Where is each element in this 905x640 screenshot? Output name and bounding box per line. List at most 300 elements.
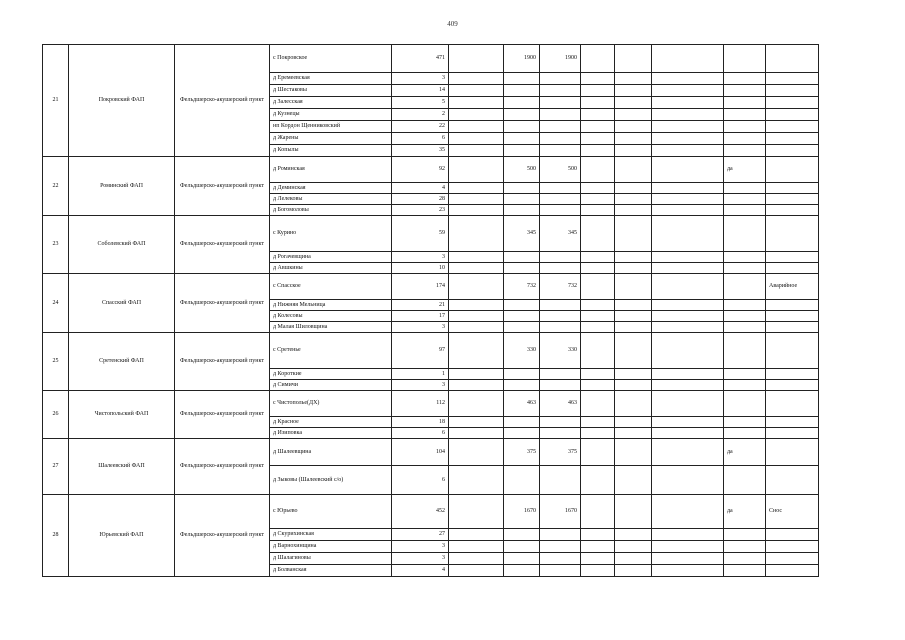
cell-c7	[504, 183, 540, 194]
cell-c11	[652, 466, 724, 495]
cell-c8	[540, 205, 581, 216]
cell-c8	[540, 121, 581, 133]
cell-c9	[581, 274, 615, 300]
cell-c11	[652, 73, 724, 85]
cell-c12	[724, 205, 766, 216]
cell-c8	[540, 553, 581, 565]
cell-c13	[766, 541, 819, 553]
population-value: 112	[392, 391, 449, 417]
cell-c11	[652, 145, 724, 157]
settlement-name: д Жарены	[270, 133, 392, 145]
cell-c7	[504, 311, 540, 322]
cell-c9	[581, 529, 615, 541]
settlement-name: с Сретенье	[270, 333, 392, 369]
table-row	[43, 333, 819, 369]
settlement-name: д Варнохинщина	[270, 541, 392, 553]
cell-c11	[652, 439, 724, 466]
cell-c8	[540, 466, 581, 495]
cell-c12	[724, 322, 766, 333]
cell-c8	[540, 194, 581, 205]
cell-c13	[766, 194, 819, 205]
settlement-name: с Спасское	[270, 274, 392, 300]
cell-c6	[449, 205, 504, 216]
cell-c12	[724, 145, 766, 157]
cell-c9	[581, 369, 615, 380]
cell-c8	[540, 417, 581, 428]
cell-c13	[766, 529, 819, 541]
cell-c6	[449, 311, 504, 322]
settlement-name: д Еремеевская	[270, 73, 392, 85]
cell-c9	[581, 216, 615, 252]
cell-c9	[581, 541, 615, 553]
cell-c11	[652, 417, 724, 428]
cell-c9	[581, 194, 615, 205]
cell-c6	[449, 380, 504, 391]
cell-c10	[615, 380, 652, 391]
settlement-name: д Авшкины	[270, 263, 392, 274]
cell-c12	[724, 216, 766, 252]
cell-c12	[724, 466, 766, 495]
cell-c7: 375	[504, 439, 540, 466]
facility-type: Фельдшерско-акушерский пункт	[175, 216, 270, 274]
cell-c7	[504, 380, 540, 391]
settlement-name: д Красное	[270, 417, 392, 428]
cell-c8: 330	[540, 333, 581, 369]
settlement-name: с Покровское	[270, 45, 392, 73]
population-value: 28	[392, 194, 449, 205]
population-value: 23	[392, 205, 449, 216]
cell-c9	[581, 109, 615, 121]
group-number: 24	[43, 274, 69, 333]
cell-c8: 345	[540, 216, 581, 252]
population-value: 6	[392, 466, 449, 495]
cell-c12	[724, 183, 766, 194]
cell-c8	[540, 252, 581, 263]
cell-c6	[449, 322, 504, 333]
table-body	[43, 45, 819, 577]
cell-c13	[766, 145, 819, 157]
cell-c12	[724, 263, 766, 274]
cell-c12	[724, 252, 766, 263]
cell-c11	[652, 109, 724, 121]
cell-c7	[504, 300, 540, 311]
cell-c8	[540, 428, 581, 439]
cell-c13	[766, 553, 819, 565]
cell-c6	[449, 553, 504, 565]
cell-c12	[724, 85, 766, 97]
cell-c11	[652, 565, 724, 577]
cell-c8: 732	[540, 274, 581, 300]
population-value: 97	[392, 333, 449, 369]
cell-c8	[540, 380, 581, 391]
cell-c6	[449, 495, 504, 529]
cell-c13	[766, 73, 819, 85]
cell-c11	[652, 300, 724, 311]
population-value: 5	[392, 97, 449, 109]
cell-c7	[504, 529, 540, 541]
cell-c9	[581, 553, 615, 565]
cell-c10	[615, 369, 652, 380]
cell-c6	[449, 157, 504, 183]
cell-c7: 330	[504, 333, 540, 369]
cell-c11	[652, 216, 724, 252]
settlement-name: д Симичи	[270, 380, 392, 391]
cell-c7	[504, 97, 540, 109]
cell-c9	[581, 85, 615, 97]
population-value: 4	[392, 183, 449, 194]
cell-c10	[615, 300, 652, 311]
cell-c12	[724, 541, 766, 553]
cell-c8: 463	[540, 391, 581, 417]
settlement-name: д Залесская	[270, 97, 392, 109]
cell-c11	[652, 183, 724, 194]
settlement-name: д Богомоловы	[270, 205, 392, 216]
table-row	[43, 439, 819, 466]
population-value: 2	[392, 109, 449, 121]
cell-c10	[615, 495, 652, 529]
cell-c8	[540, 97, 581, 109]
cell-c8: 375	[540, 439, 581, 466]
population-value: 59	[392, 216, 449, 252]
cell-c12	[724, 133, 766, 145]
cell-c10	[615, 121, 652, 133]
settlement-name: д Рогачевщина	[270, 252, 392, 263]
cell-c9	[581, 495, 615, 529]
facility-name: Соболевский ФАП	[69, 216, 175, 274]
cell-c9	[581, 133, 615, 145]
cell-c8	[540, 529, 581, 541]
cell-c10	[615, 322, 652, 333]
settlement-name: д Нижняя Мельница	[270, 300, 392, 311]
cell-c7: 1670	[504, 495, 540, 529]
cell-c13	[766, 565, 819, 577]
cell-c10	[615, 194, 652, 205]
facility-name: Юрьевский ФАП	[69, 495, 175, 577]
table-row	[43, 391, 819, 417]
cell-c12	[724, 380, 766, 391]
cell-c12	[724, 333, 766, 369]
cell-c10	[615, 97, 652, 109]
cell-c9	[581, 466, 615, 495]
cell-c13	[766, 97, 819, 109]
cell-c12	[724, 311, 766, 322]
cell-c11	[652, 97, 724, 109]
cell-c10	[615, 145, 652, 157]
cell-c11	[652, 380, 724, 391]
cell-c8	[540, 183, 581, 194]
cell-c12	[724, 369, 766, 380]
cell-c9	[581, 205, 615, 216]
population-value: 3	[392, 73, 449, 85]
facility-name: Сретенский ФАП	[69, 333, 175, 391]
cell-c6	[449, 369, 504, 380]
cell-c11	[652, 495, 724, 529]
cell-c6	[449, 391, 504, 417]
cell-c7	[504, 85, 540, 97]
cell-c12	[724, 428, 766, 439]
cell-c8	[540, 541, 581, 553]
group-number: 22	[43, 157, 69, 216]
cell-c9	[581, 565, 615, 577]
facility-type: Фельдшерско-акушерский пункт	[175, 333, 270, 391]
cell-c9	[581, 322, 615, 333]
population-value: 3	[392, 252, 449, 263]
settlement-name: д Шалагиновы	[270, 553, 392, 565]
facility-name: Роминский ФАП	[69, 157, 175, 216]
cell-c10	[615, 529, 652, 541]
cell-c11	[652, 45, 724, 73]
cell-c12	[724, 45, 766, 73]
population-value: 104	[392, 439, 449, 466]
table-row	[43, 45, 819, 73]
cell-c10	[615, 565, 652, 577]
population-value: 174	[392, 274, 449, 300]
cell-c13	[766, 428, 819, 439]
cell-c8	[540, 369, 581, 380]
cell-c6	[449, 45, 504, 73]
cell-c9	[581, 121, 615, 133]
cell-c7	[504, 263, 540, 274]
cell-c6	[449, 145, 504, 157]
cell-c7	[504, 121, 540, 133]
cell-c11	[652, 541, 724, 553]
cell-c8	[540, 85, 581, 97]
cell-c13	[766, 133, 819, 145]
cell-c12	[724, 529, 766, 541]
facility-type: Фельдшерско-акушерский пункт	[175, 45, 270, 157]
facility-name: Чистопольский ФАП	[69, 391, 175, 439]
cell-c10	[615, 391, 652, 417]
cell-c6	[449, 194, 504, 205]
population-value: 10	[392, 263, 449, 274]
cell-c9	[581, 73, 615, 85]
settlement-name: д Колесовы	[270, 311, 392, 322]
cell-c9	[581, 311, 615, 322]
cell-c8	[540, 565, 581, 577]
cell-c7	[504, 553, 540, 565]
settlement-name: д Копылы	[270, 145, 392, 157]
settlement-name: д Лелековы	[270, 194, 392, 205]
cell-c7	[504, 145, 540, 157]
cell-c6	[449, 529, 504, 541]
cell-c6	[449, 417, 504, 428]
cell-c7	[504, 73, 540, 85]
population-value: 6	[392, 133, 449, 145]
facility-table	[42, 44, 819, 577]
cell-c9	[581, 439, 615, 466]
cell-c10	[615, 428, 652, 439]
cell-c7	[504, 133, 540, 145]
cell-c13	[766, 333, 819, 369]
cell-c7: 463	[504, 391, 540, 417]
cell-c8	[540, 263, 581, 274]
table-row	[43, 495, 819, 529]
cell-c10	[615, 252, 652, 263]
cell-c8	[540, 145, 581, 157]
cell-c13	[766, 205, 819, 216]
cell-c7	[504, 428, 540, 439]
cell-c6	[449, 428, 504, 439]
cell-c9	[581, 45, 615, 73]
facility-type: Фельдшерско-акушерский пункт	[175, 274, 270, 333]
cell-c13	[766, 216, 819, 252]
facility-type: Фельдшерско-акушерский пункт	[175, 157, 270, 216]
cell-c10	[615, 417, 652, 428]
cell-c9	[581, 183, 615, 194]
population-value: 3	[392, 322, 449, 333]
cell-c12	[724, 121, 766, 133]
cell-c7	[504, 109, 540, 121]
cell-c12	[724, 391, 766, 417]
cell-c9	[581, 97, 615, 109]
cell-c11	[652, 157, 724, 183]
cell-c12	[724, 194, 766, 205]
population-value: 17	[392, 311, 449, 322]
cell-c10	[615, 205, 652, 216]
facility-name: Шалеевский ФАП	[69, 439, 175, 495]
cell-c7	[504, 417, 540, 428]
cell-c6	[449, 541, 504, 553]
cell-c10	[615, 45, 652, 73]
group-number: 26	[43, 391, 69, 439]
cell-c6	[449, 300, 504, 311]
cell-c6	[449, 73, 504, 85]
cell-c6	[449, 216, 504, 252]
cell-c12	[724, 109, 766, 121]
cell-c6	[449, 263, 504, 274]
cell-c10	[615, 311, 652, 322]
group-number: 27	[43, 439, 69, 495]
cell-c11	[652, 194, 724, 205]
cell-c12	[724, 300, 766, 311]
population-value: 3	[392, 380, 449, 391]
cell-c9	[581, 252, 615, 263]
cell-c10	[615, 157, 652, 183]
cell-c13	[766, 439, 819, 466]
cell-c11	[652, 529, 724, 541]
cell-c8	[540, 300, 581, 311]
cell-c13	[766, 417, 819, 428]
cell-c7	[504, 322, 540, 333]
cell-c10	[615, 439, 652, 466]
cell-c13: Снос	[766, 495, 819, 529]
cell-c13	[766, 380, 819, 391]
cell-c13	[766, 263, 819, 274]
cell-c13	[766, 466, 819, 495]
cell-c13	[766, 300, 819, 311]
cell-c7	[504, 565, 540, 577]
cell-c10	[615, 109, 652, 121]
population-value: 3	[392, 553, 449, 565]
population-value: 27	[392, 529, 449, 541]
cell-c6	[449, 121, 504, 133]
cell-c13	[766, 109, 819, 121]
cell-c9	[581, 417, 615, 428]
population-value: 6	[392, 428, 449, 439]
cell-c10	[615, 133, 652, 145]
cell-c13	[766, 369, 819, 380]
population-value: 92	[392, 157, 449, 183]
cell-c7	[504, 252, 540, 263]
cell-c6	[449, 183, 504, 194]
facility-type: Фельдшерско-акушерский пункт	[175, 391, 270, 439]
cell-c12	[724, 73, 766, 85]
cell-c9	[581, 145, 615, 157]
cell-c7	[504, 205, 540, 216]
cell-c11	[652, 85, 724, 97]
cell-c9	[581, 380, 615, 391]
settlement-name: д Шалеевщина	[270, 439, 392, 466]
group-number: 23	[43, 216, 69, 274]
settlement-name: д Шестаковы	[270, 85, 392, 97]
cell-c11	[652, 205, 724, 216]
cell-c8	[540, 311, 581, 322]
settlement-name: д Зыковы (Шалеевский с/о)	[270, 466, 392, 495]
cell-c6	[449, 85, 504, 97]
population-value: 1	[392, 369, 449, 380]
cell-c7	[504, 466, 540, 495]
cell-c9	[581, 333, 615, 369]
cell-c11	[652, 274, 724, 300]
settlement-name: д Короткие	[270, 369, 392, 380]
table-row	[43, 216, 819, 252]
settlement-name: д Изиповка	[270, 428, 392, 439]
cell-c10	[615, 541, 652, 553]
cell-c11	[652, 263, 724, 274]
cell-c12	[724, 97, 766, 109]
cell-c13	[766, 45, 819, 73]
cell-c7: 1900	[504, 45, 540, 73]
population-value: 22	[392, 121, 449, 133]
cell-c9	[581, 391, 615, 417]
cell-c11	[652, 553, 724, 565]
cell-c11	[652, 121, 724, 133]
group-number: 21	[43, 45, 69, 157]
cell-c12	[724, 417, 766, 428]
cell-c13	[766, 391, 819, 417]
cell-c7	[504, 369, 540, 380]
cell-c10	[615, 85, 652, 97]
population-value: 3	[392, 541, 449, 553]
cell-c6	[449, 133, 504, 145]
cell-c12: да	[724, 439, 766, 466]
population-value: 14	[392, 85, 449, 97]
cell-c7	[504, 194, 540, 205]
cell-c9	[581, 300, 615, 311]
cell-c10	[615, 183, 652, 194]
settlement-name: нп Кордон Щенниковский	[270, 121, 392, 133]
group-number: 25	[43, 333, 69, 391]
population-value: 35	[392, 145, 449, 157]
cell-c8: 500	[540, 157, 581, 183]
cell-c8	[540, 109, 581, 121]
cell-c11	[652, 391, 724, 417]
cell-c13	[766, 183, 819, 194]
settlement-name: д Малая Шиловщина	[270, 322, 392, 333]
cell-c6	[449, 252, 504, 263]
settlement-name: д Роминская	[270, 157, 392, 183]
cell-c7: 732	[504, 274, 540, 300]
cell-c6	[449, 439, 504, 466]
cell-c11	[652, 333, 724, 369]
cell-c11	[652, 311, 724, 322]
cell-c6	[449, 274, 504, 300]
cell-c6	[449, 565, 504, 577]
settlement-name: с Курино	[270, 216, 392, 252]
cell-c13	[766, 311, 819, 322]
cell-c8	[540, 133, 581, 145]
cell-c10	[615, 73, 652, 85]
